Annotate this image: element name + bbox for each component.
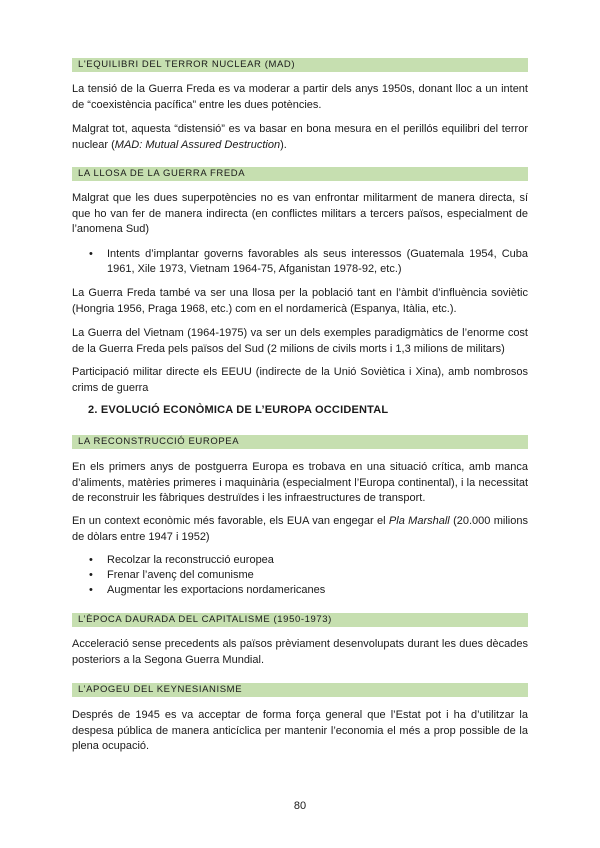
paragraph: La Guerra Freda també va ser una llosa per la població tant en l’àmbit d’influència soviètic (Hongria 1956, Praga 1968, etc.) com en el nordamericà (Espanya, Itàlia, etc.). [72,287,528,315]
section-header-reconstruccio: LA RECONSTRUCCIÓ EUROPEA [72,435,528,449]
paragraph: Acceleració sense precedents als països prèviament desenvolupats durant les dues dècades posteriors a la Segona Guerra Mundial. [72,638,528,666]
section-header-mad: L'EQUILIBRI DEL TERROR NUCLEAR (MAD) [72,58,528,72]
bullet-icon: • [89,554,93,566]
paragraph: La Guerra del Vietnam (1964-1975) va ser un dels exemples paradigmàtics de l’enorme cost de la Guerra Freda pels països del Sud (2 milions de civils morts i 1,3 milions de militars) [72,327,528,355]
list-item: • Augmentar les exportacions nordamericanes [89,584,326,596]
paragraph: La tensió de la Guerra Freda es va moderar a partir dels anys 1950s, donant lloc a un intent de “coexistència pacífica” entre les dues potències. [72,83,528,111]
section-header-keynesianisme: L’APOGEU DEL KEYNESIANISME [72,683,528,697]
bullet-icon: • [89,569,93,581]
section-header-llosa: LA LLOSA DE LA GUERRA FREDA [72,167,528,181]
paragraph: Després de 1945 es va acceptar de forma força general que l’Estat pot i ha d’utilitzar la despesa pública de manera anticíclica per mantenir l’economia el més a prop possible de la plena ocupació. [72,709,528,752]
bullet-icon: • [89,584,93,596]
paragraph: Participació militar directe els EEUU (indirecte de la Unió Soviètica i Xina), amb nombrosos crims de guerra [72,366,528,394]
list-item: • Frenar l’avenç del comunisme [89,569,254,581]
list-item: • Intents d’implantar governs favorables als seus interessos (Guatemala 1954, Cuba 1961, Xile 1973, Vietnam 1964-75, Afganistan 1978-92, etc.) [89,248,528,275]
paragraph: Malgrat que les dues superpotències no es van enfrontar militarment de manera directa, sí que ho van fer de manera indirecta (en conflictes militars a tercers països, especialment de l’anomena Sud) [72,192,528,235]
list-item: • Recolzar la reconstrucció europea [89,554,274,566]
page-number: 80 [293,800,307,812]
bullet-icon: • [89,248,93,260]
paragraph: En els primers anys de postguerra Europa es trobava en una situació crítica, amb manca d’aliments, matèries primeres i maquinària (especialment l’Europa continental), i la necessitat de reconstruir les fàbriques destruïdes i les infraestructures de transport. [72,461,528,504]
section-title: 2. EVOLUCIÓ ECONÒMICA DE L’EUROPA OCCIDENTAL [88,404,389,416]
paragraph: En un context econòmic més favorable, els EUA van engegar el Pla Marshall (20.000 milions de dòlars entre 1947 i 1952) [72,515,528,543]
paragraph: Malgrat tot, aquesta “distensió” es va basar en bona mesura en el perillós equilibri del terror nuclear (MAD: Mutual Assured Destruction). [72,123,528,151]
section-header-epoca-daurada: L’ÈPOCA DAURADA DEL CAPITALISME (1950-1973) [72,613,528,627]
